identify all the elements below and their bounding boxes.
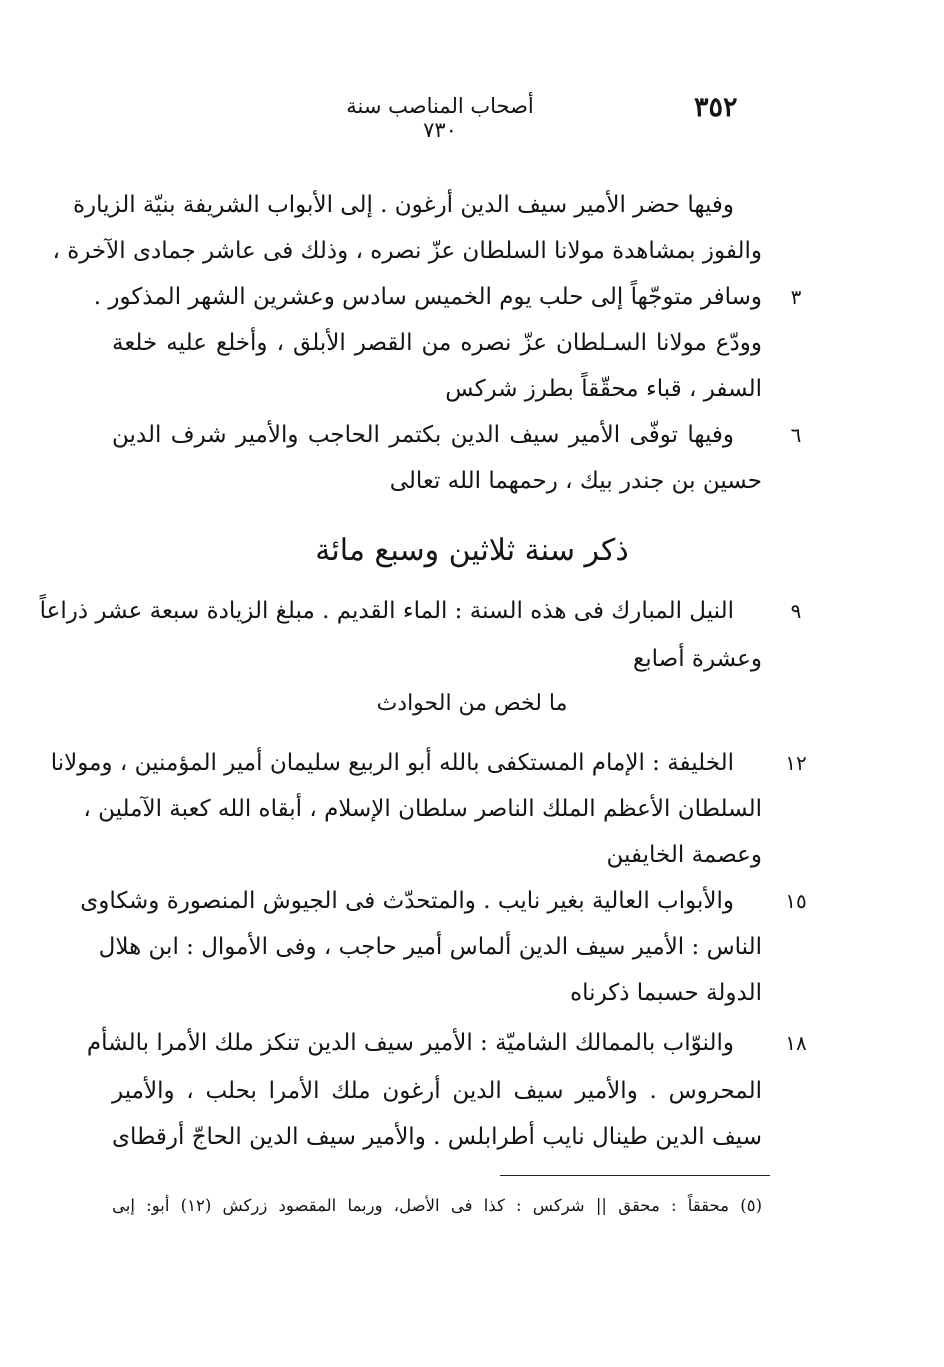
subheading: ما لخص من الحوادث bbox=[376, 691, 568, 716]
text-line: وفيها حضر الأمير سيف الدين أرغون . إلى الأبواب الشريفة بنيّة الزيارة bbox=[72, 192, 734, 218]
section-heading: ذكر سنة ثلاثين وسبع مائة bbox=[315, 533, 629, 568]
text-line: حسين بن جندر بيك ، رحمهما الله تعالى bbox=[389, 468, 762, 494]
page-number: ٣٥٢ bbox=[694, 92, 738, 123]
line-number: ١٥ bbox=[785, 889, 807, 913]
line-number: ٩ bbox=[790, 599, 802, 623]
footnote-separator bbox=[500, 1175, 770, 1176]
text-line: والنوّاب بالممالك الشاميّة : الأمير سيف الدين تنكز ملك الأمرا بالشأم ١٨ bbox=[0, 1018, 944, 1068]
text-line: سيف الدين طينال نايب أطرابلس . والأمير سيف الدين الحاجّ أرقطاى bbox=[112, 1124, 762, 1150]
running-head bbox=[0, 92, 944, 142]
text-line: الناس : الأمير سيف الدين ألماس أمير حاجب ، وفى الأموال : ابن هلال bbox=[98, 934, 762, 960]
text-line: وعصمة الخايفين bbox=[606, 842, 762, 868]
text-line: الخليفة : الإمام المستكفى بالله أبو الربيع سليمان أمير المؤمنين ، ومولانا ١٢ bbox=[0, 738, 944, 788]
text-line: وعشرة أصابع bbox=[633, 646, 762, 672]
line-number: ٦ bbox=[790, 423, 802, 447]
text-line: النيل المبارك فى هذه السنة : الماء القديم . مبلغ الزيادة سبعة عشر ذراعاً ٩ bbox=[0, 586, 944, 636]
text-line: والأبواب العالية بغير نايب . والمتحدّث فى الجيوش المنصورة وشكاوى ١٥ bbox=[0, 876, 944, 926]
text-line: وودّع مولانا السـلطان عزّ نصره من القصر الأبلق ، وأخلع عليه خلعة bbox=[112, 330, 762, 356]
text-line: الدولة حسبما ذكرناه bbox=[570, 980, 762, 1006]
text-line: المحروس . والأمير سيف الدين أرغون ملك الأمرا بحلب ، والأمير bbox=[112, 1078, 762, 1104]
footnote: (٥) محققاً : محقق || شركس : كذا فى الأصل، وربما المقصود زركش (١٢) أبو: إبى bbox=[112, 1196, 762, 1215]
running-title: أصحاب المناصب سنة ٧٣٠ bbox=[346, 94, 534, 142]
text-line: وسافر متوجّهاً إلى حلب يوم الخميس سادس وعشرين الشهر المذكور . ٣ bbox=[0, 272, 944, 322]
text-line: السلطان الأعظم الملك الناصر سلطان الإسلام ، أبقاه الله كعبة الآملين ، bbox=[83, 796, 762, 822]
text-line: وفيها توفّى الأمير سيف الدين بكتمر الحاجب والأمير شرف الدين ٦ bbox=[0, 410, 944, 460]
line-number: ١٢ bbox=[785, 751, 807, 775]
line-number: ١٨ bbox=[785, 1031, 807, 1055]
line-number: ٣ bbox=[790, 285, 802, 309]
text-line: السفر ، قباء محقّقاً بطرز شركس bbox=[445, 376, 762, 402]
text-line: والفوز بمشاهدة مولانا السلطان عزّ نصره ، وذلك فى عاشر جمادى الآخرة ، bbox=[52, 238, 762, 264]
